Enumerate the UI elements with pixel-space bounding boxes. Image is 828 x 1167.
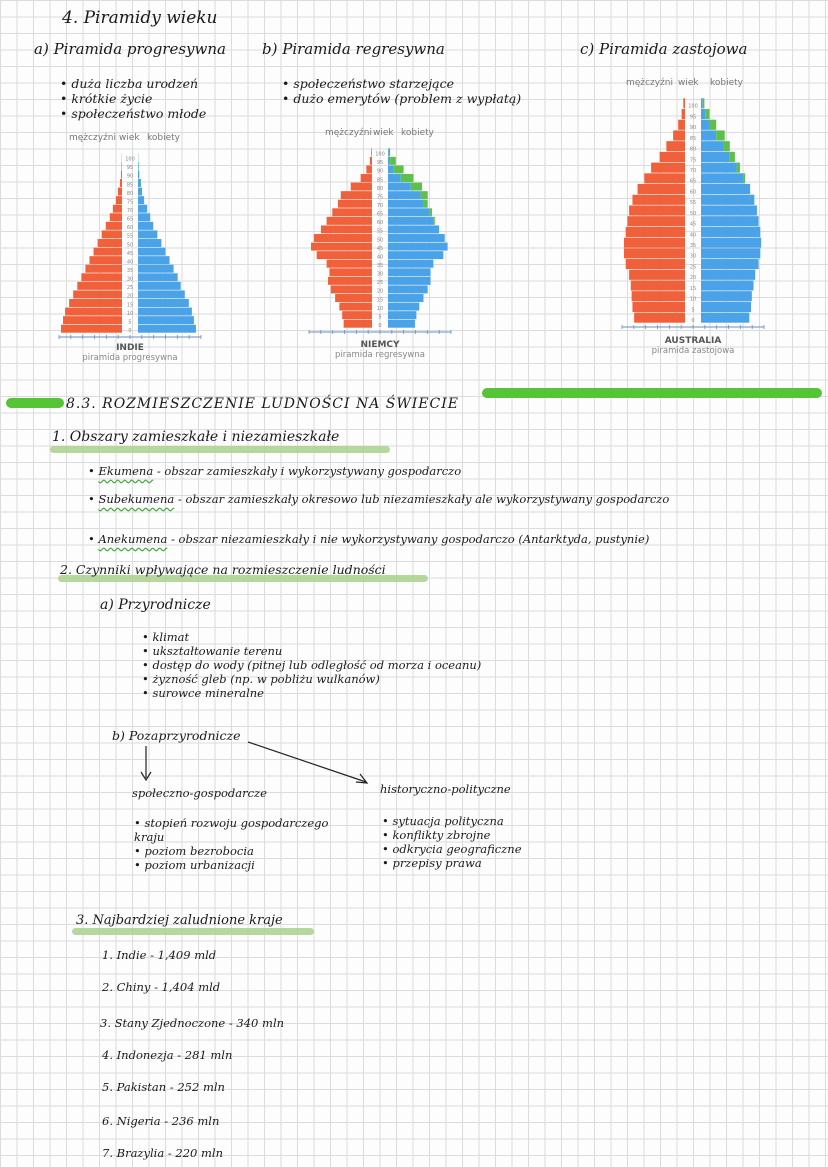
age-tick-label: 40 (126, 259, 134, 266)
female-bar (388, 208, 429, 216)
female-bar (388, 294, 423, 302)
definition: - obszar niezamieszkały i nie wykorzystywany gospodarczo (Antarktyda, pustynie) (170, 532, 650, 546)
male-bar (63, 316, 122, 324)
female-bar (388, 157, 390, 165)
age-tick-label: 25 (689, 264, 697, 271)
female-bar (138, 290, 185, 298)
excess-bar (429, 208, 432, 216)
male-bar (627, 216, 685, 226)
chart-country: NIEMCY (360, 340, 400, 350)
list-item: • duża liczba urodzeń (60, 76, 206, 91)
male-bar (110, 213, 122, 221)
female-bar (138, 282, 181, 290)
excess-bar (743, 173, 745, 183)
male-bar (371, 148, 372, 156)
list-item: 2. Chiny - 1,404 mld (102, 980, 221, 994)
list-item: • Anekumena - obszar niezamieszkały i nie wykorzystywany gospodarczo (Antarktyda, pustynie) (88, 532, 650, 546)
female-bar (701, 302, 751, 312)
list-item: 1. Indie - 1,409 mld (102, 948, 217, 962)
age-tick-label: 95 (689, 114, 697, 121)
male-bar (634, 313, 685, 323)
section-title-piramidy: 4. Piramidy wieku (62, 8, 218, 28)
excess-bar (709, 120, 716, 130)
list-item: • dostęp do wody (pitnej lub odległość od morza i oceanu) (142, 658, 481, 672)
ludne-title: 3. Najbardziej zaludnione kraje (76, 913, 283, 928)
female-bar (701, 109, 705, 119)
excess-bar (394, 165, 404, 173)
male-bar (331, 285, 372, 293)
female-bar (138, 196, 144, 204)
age-tick-label: 20 (376, 288, 384, 295)
male-bar (673, 130, 685, 140)
pyramid-b-points (282, 76, 521, 106)
male-bar (118, 188, 122, 196)
age-tick-label: 90 (126, 173, 134, 180)
age-tick-label: 90 (376, 168, 384, 175)
female-bar (701, 248, 760, 258)
male-bar (65, 308, 122, 316)
section-heading-rozmieszczenie: 8.3. ROZMIESZCZENIE LUDNOŚCI NA ŚWIECIE (66, 396, 459, 412)
male-bar (116, 196, 122, 204)
male-bar (121, 162, 122, 170)
male-bar (317, 251, 372, 259)
chart-type: piramida zastojowa (651, 346, 735, 356)
male-bar (638, 184, 685, 194)
age-tick-label: 75 (126, 199, 134, 206)
female-bar (388, 251, 443, 259)
branch-arrows (140, 738, 380, 788)
excess-bar (723, 141, 730, 151)
chart-left-label: mężczyźni (626, 78, 673, 88)
list-item: • konflikty zbrojne (382, 828, 522, 842)
age-tick-label: 45 (126, 250, 134, 257)
highlight (50, 446, 390, 453)
female-bar (701, 152, 730, 162)
female-bar (388, 311, 416, 319)
chart-country: INDIE (116, 343, 144, 353)
list-item: 4. Indonezja - 281 mln (102, 1048, 233, 1062)
female-bar (388, 217, 433, 225)
obszary-title: 1. Obszary zamieszkałe i niezamieszkałe (52, 429, 340, 445)
male-bar (338, 200, 372, 208)
age-tick-label: 45 (376, 245, 384, 252)
male-bar (113, 205, 122, 213)
age-tick-label: 5 (378, 314, 382, 321)
female-bar (138, 239, 161, 247)
male-bar (85, 265, 122, 273)
female-bar (701, 120, 709, 130)
male-bar (94, 248, 122, 256)
female-bar (388, 277, 431, 285)
male-bar (366, 165, 372, 173)
pyramid-c-title: c) Piramida zastojowa (580, 40, 748, 58)
female-bar (388, 243, 448, 251)
female-bar (701, 270, 755, 280)
age-tick-label: 30 (126, 276, 134, 283)
chart-type: piramida progresywna (82, 353, 178, 363)
list-item: • odkrycia geograficzne (382, 842, 522, 856)
male-bar (335, 294, 372, 302)
excess-bar (703, 98, 705, 108)
list-item: 6. Nigeria - 236 mln (102, 1114, 220, 1128)
age-tick-label: 0 (128, 328, 132, 334)
spoleczno-list (134, 816, 354, 872)
age-tick-label: 45 (689, 221, 697, 228)
excess-bar (705, 109, 709, 119)
list-item: 5. Pakistan - 252 mln (102, 1080, 225, 1094)
age-tick-label: 100 (688, 103, 698, 110)
female-bar (701, 205, 757, 215)
male-bar (332, 208, 372, 216)
excess-bar (401, 174, 414, 182)
female-bar (388, 303, 419, 311)
age-tick-label: 85 (376, 177, 384, 184)
age-tick-label: 80 (689, 146, 697, 153)
female-bar (138, 325, 196, 333)
age-tick-label: 60 (689, 189, 697, 196)
przyrodnicze-title: a) Przyrodnicze (100, 597, 211, 613)
age-tick-label: 95 (126, 165, 134, 172)
chart-mid-label: wiek (678, 78, 699, 88)
female-bar (138, 299, 189, 307)
male-bar (327, 260, 372, 268)
age-tick-label: 0 (378, 323, 382, 329)
pyramid-a-points (60, 76, 206, 121)
male-bar (329, 268, 372, 276)
term-ekumena: Ekumena (98, 464, 154, 478)
female-bar (138, 256, 170, 264)
age-tick-label: 50 (689, 210, 697, 217)
female-bar (701, 163, 737, 173)
female-bar (701, 141, 723, 151)
age-tick-label: 15 (689, 285, 697, 292)
male-bar (321, 225, 372, 233)
male-bar (351, 183, 372, 191)
male-bar (682, 109, 685, 119)
female-bar (138, 316, 194, 324)
pyramid-chart-indie (55, 133, 205, 373)
czynniki-title: 2. Czynniki wpływające na rozmieszczenie ludności (60, 562, 386, 577)
age-tick-label: 30 (689, 253, 697, 260)
age-tick-label: 75 (376, 194, 384, 201)
age-tick-label: 100 (375, 151, 385, 158)
excess-bar (433, 217, 434, 225)
male-bar (624, 248, 685, 258)
list-item: • żyzność gleb (np. w pobliżu wulkanów) (142, 672, 481, 686)
term-subekumena: Subekumena (98, 492, 175, 506)
pyramid-a-title: a) Piramida progresywna (34, 40, 226, 58)
male-bar (666, 141, 685, 151)
female-bar (701, 184, 750, 194)
chart-type: piramida regresywna (335, 350, 425, 360)
female-bar (701, 280, 754, 290)
chart-mid-label: wiek (119, 133, 140, 143)
male-bar (678, 120, 685, 130)
female-bar (388, 183, 411, 191)
male-bar (311, 243, 372, 251)
excess-bar (737, 163, 740, 173)
age-tick-label: 75 (689, 157, 697, 164)
excess-bar (730, 152, 735, 162)
male-bar (328, 277, 372, 285)
chart-left-label: mężczyźni (325, 128, 372, 138)
age-tick-label: 15 (126, 302, 134, 309)
chart-right-label: kobiety (710, 78, 744, 88)
age-tick-label: 10 (689, 296, 697, 303)
age-tick-label: 50 (126, 242, 134, 249)
male-bar (69, 299, 122, 307)
pyramid-chart-svg (618, 92, 768, 337)
age-tick-label: 80 (126, 190, 134, 197)
female-bar (701, 259, 759, 269)
list-item: • Subekumena - obszar zamieszkały okresowo lub niezamieszkały ale wykorzystywany gospodarczo (88, 492, 670, 506)
male-bar (631, 280, 685, 290)
male-bar (651, 163, 685, 173)
excess-bar (389, 148, 390, 156)
excess-bar (716, 130, 724, 140)
age-tick-label: 5 (691, 307, 695, 314)
age-tick-label: 85 (126, 182, 134, 189)
male-bar (339, 303, 372, 311)
excess-bar (421, 191, 428, 199)
excess-bar (141, 179, 142, 187)
male-bar (629, 270, 685, 280)
age-tick-label: 15 (376, 297, 384, 304)
female-bar (388, 165, 394, 173)
male-bar (314, 234, 372, 242)
female-bar (138, 265, 174, 273)
list-item: • krótkie życie (60, 91, 206, 106)
male-bar (370, 157, 372, 165)
age-tick-label: 10 (126, 310, 134, 317)
female-bar (701, 313, 749, 323)
age-tick-label: 65 (126, 216, 134, 223)
female-bar (701, 195, 754, 205)
male-bar (121, 170, 122, 178)
male-bar (632, 291, 685, 301)
heading-band-right (482, 388, 822, 398)
chart-right-label: kobiety (401, 128, 435, 138)
chart-country: AUSTRALIA (664, 336, 722, 346)
male-bar (102, 230, 122, 238)
female-bar (138, 170, 139, 178)
female-bar (138, 248, 165, 256)
definition: - obszar zamieszkały i wykorzystywany gospodarczo (156, 464, 462, 478)
male-bar (106, 222, 122, 230)
male-bar (361, 174, 372, 182)
age-tick-label: 30 (376, 271, 384, 278)
chart-mid-label: wiek (373, 128, 394, 138)
age-tick-label: 80 (376, 185, 384, 192)
excess-bar (423, 200, 427, 208)
male-bar (81, 273, 122, 281)
list-item: • Ekumena - obszar zamieszkały i wykorzystywany gospodarczo (88, 464, 462, 478)
excess-bar (390, 157, 396, 165)
age-tick-label: 85 (689, 135, 697, 142)
female-bar (138, 179, 141, 187)
male-bar (77, 282, 122, 290)
list-item: • stopień rozwoju gospodarczego kraju (134, 816, 354, 844)
male-bar (626, 259, 685, 269)
female-bar (138, 273, 178, 281)
age-tick-label: 70 (376, 203, 384, 209)
age-tick-label: 5 (128, 319, 132, 326)
list-item: • klimat (142, 630, 481, 644)
female-bar (388, 148, 389, 156)
male-bar (683, 98, 685, 108)
age-tick-label: 0 (691, 318, 695, 324)
female-bar (388, 285, 428, 293)
female-bar (701, 130, 716, 140)
heading-band-left (6, 398, 64, 408)
female-bar (701, 227, 760, 237)
male-bar (61, 325, 122, 333)
age-tick-label: 35 (689, 243, 697, 249)
age-tick-label: 70 (126, 208, 134, 214)
age-tick-label: 20 (126, 293, 134, 300)
list-item: 7. Brazylia - 220 mln (102, 1146, 223, 1160)
female-bar (701, 238, 761, 248)
pyramid-chart-svg (305, 142, 455, 342)
male-bar (120, 179, 122, 187)
age-tick-label: 40 (376, 254, 384, 261)
list-item: • poziom bezrobocia (134, 844, 354, 858)
male-bar (89, 256, 122, 264)
age-tick-label: 70 (689, 168, 697, 174)
age-tick-label: 60 (126, 225, 134, 232)
definition: - obszar zamieszkały okresowo lub niezamieszkały ale wykorzystywany gospodarczo (177, 492, 670, 506)
historyczno-list (382, 814, 522, 870)
age-tick-label: 55 (376, 228, 384, 235)
list-item: • sytuacja polityczna (382, 814, 522, 828)
female-bar (701, 216, 759, 226)
male-bar (629, 205, 685, 215)
age-tick-label: 50 (376, 237, 384, 244)
female-bar (388, 225, 439, 233)
age-tick-label: 55 (126, 233, 134, 240)
female-bar (138, 230, 157, 238)
list-item: • przepisy prawa (382, 856, 522, 870)
age-tick-label: 60 (376, 220, 384, 227)
pozaprzyrodnicze-title: b) Pozaprzyrodnicze (112, 728, 241, 743)
male-bar (73, 290, 122, 298)
age-tick-label: 35 (376, 263, 384, 269)
age-tick-label: 35 (126, 268, 134, 274)
pyramid-chart-australia (618, 78, 768, 368)
list-item: 3. Stany Zjednoczone - 340 mln (100, 1016, 285, 1030)
male-bar (644, 173, 685, 183)
female-bar (388, 268, 431, 276)
female-bar (388, 234, 445, 242)
age-tick-label: 90 (689, 125, 697, 132)
pyramid-b-title: b) Piramida regresywna (262, 40, 445, 58)
historyczno-title: historyczno-polityczne (380, 782, 511, 796)
pyramid-chart-svg (55, 147, 205, 347)
male-bar (341, 191, 372, 199)
male-bar (624, 238, 685, 248)
chart-right-label: kobiety (147, 133, 181, 143)
age-tick-label: 10 (376, 305, 384, 312)
list-item: • dużo emerytów (problem z wypłatą) (282, 91, 521, 106)
female-bar (388, 174, 401, 182)
male-bar (327, 217, 372, 225)
age-tick-label: 25 (126, 285, 134, 292)
age-tick-label: 95 (376, 160, 384, 167)
female-bar (388, 191, 421, 199)
female-bar (138, 205, 147, 213)
age-tick-label: 40 (689, 232, 697, 239)
male-bar (660, 152, 685, 162)
age-tick-label: 20 (689, 275, 697, 282)
female-bar (388, 260, 433, 268)
male-bar (98, 239, 122, 247)
spoleczno-title: społeczno-gospodarcze (132, 786, 267, 800)
list-item: • surowce mineralne (142, 686, 481, 700)
male-bar (632, 195, 685, 205)
pyramid-chart-niemcy (305, 128, 455, 368)
age-tick-label: 100 (125, 156, 135, 163)
female-bar (138, 213, 150, 221)
female-bar (138, 222, 153, 230)
age-tick-label: 55 (689, 200, 697, 207)
age-tick-label: 25 (376, 280, 384, 287)
list-item: • społeczeństwo młode (60, 106, 206, 121)
female-bar (701, 98, 703, 108)
male-bar (632, 302, 685, 312)
przyrodnicze-list (142, 630, 481, 700)
highlight (72, 928, 314, 935)
female-bar (701, 173, 743, 183)
female-bar (138, 188, 142, 196)
female-bar (388, 320, 415, 328)
term-anekumena: Anekumena (98, 532, 168, 546)
excess-bar (411, 183, 422, 191)
male-bar (344, 320, 372, 328)
list-item: • społeczeństwo starzejące (282, 76, 521, 91)
male-bar (626, 227, 685, 237)
female-bar (701, 291, 752, 301)
age-tick-label: 65 (376, 211, 384, 218)
chart-left-label: mężczyźni (69, 133, 116, 143)
female-bar (138, 162, 139, 170)
female-bar (138, 308, 192, 316)
male-bar (342, 311, 372, 319)
female-bar (388, 200, 423, 208)
list-item: • ukształtowanie terenu (142, 644, 481, 658)
list-item: • poziom urbanizacji (134, 858, 354, 872)
age-tick-label: 65 (689, 178, 697, 185)
